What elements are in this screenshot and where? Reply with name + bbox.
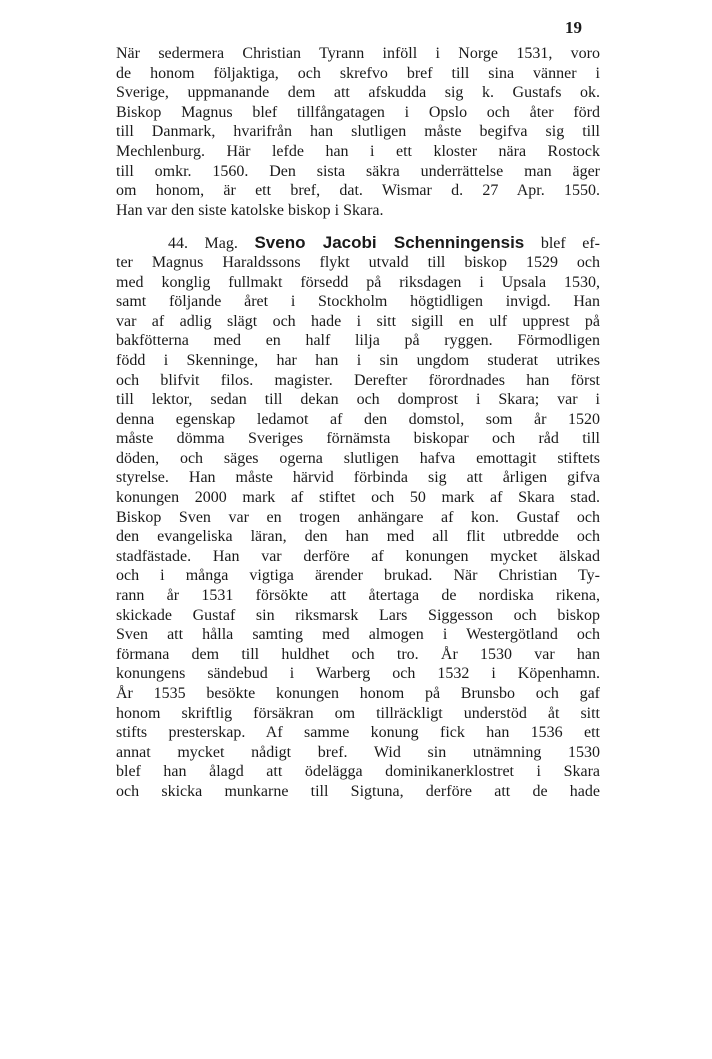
text-line: blef han ålagd att ödelägga dominikanerklostret i Skara: [116, 763, 600, 781]
text-line: styrelse. Han måste härvid förbinda sig att årligen gifva: [116, 469, 600, 487]
text-line: Sven att hålla samting med almogen i Westergötland och: [116, 626, 600, 644]
text-line: konungens sändebud i Warberg och 1532 i Köpenhamn.: [116, 665, 600, 683]
text-line: den evangeliska läran, den han med all flit utbredde och: [116, 528, 600, 546]
text-line: Biskop Magnus blef tillfångatagen i Opslo och åter förd: [116, 103, 600, 121]
text-line: Han var den siste katolske biskop i Skara.: [116, 201, 384, 219]
text-line: stifts presterskap. Af samme konung fick han 1536 ett: [116, 724, 600, 742]
text-line: född i Skenninge, har han i sin ungdom studerat utrikes: [116, 351, 600, 369]
text-line: måste dömma Sveriges förnämsta biskopar och råd till: [116, 430, 600, 448]
text-line: Mechlenburg. Här lefde han i ett kloster nära Rostock: [116, 142, 600, 160]
bishop-name: Sveno Jacobi Schenningensis: [254, 233, 525, 253]
text-line: om honom, är ett bref, dat. Wismar d. 27 Apr. 1550.: [116, 182, 600, 200]
page-body: [116, 44, 600, 802]
text-line: Sverige, uppmanande dem att afskudda sig k. Gustafs ok.: [116, 84, 600, 102]
text-line: till omkr. 1560. Den sista säkra underrättelse man äger: [116, 162, 600, 180]
text-line: till lektor, sedan till dekan och domprost i Skara; var i: [116, 391, 600, 409]
text-line: konungen 2000 mark af stiftet och 50 mark af Skara stad.: [116, 489, 600, 507]
paragraph-gap: [116, 220, 600, 233]
first-line-suffix: blef ef-: [540, 235, 600, 253]
text-line: förmana dem till huldhet och tro. År 1530 var han: [116, 645, 600, 663]
text-line: med konglig fullmakt försedd på riksdagen i Upsala 1530,: [116, 273, 600, 291]
paragraph-2-first-line: [116, 233, 600, 253]
text-line: annat mycket nådigt bref. Wid sin utnämning 1530: [116, 743, 600, 761]
entry-number: 44. Mag.: [168, 235, 238, 253]
text-line: År 1535 besökte konungen honom på Brunsbo och gaf: [116, 685, 600, 702]
text-line: stadfästade. Han var derföre af konungen mycket älskad: [116, 547, 600, 565]
paragraph-2: [116, 233, 600, 801]
text-line: de honom följaktiga, och skrefvo bref till sina vänner i: [116, 64, 600, 82]
text-line: samt följande året i Stockholm högtidligen invigd. Han: [116, 293, 600, 311]
text-line: Biskop Sven var en trogen anhängare af kon. Gustaf och: [116, 508, 600, 526]
text-line: ter Magnus Haraldssons flykt utvald till biskop 1529 och: [116, 253, 600, 271]
text-line: bakfötterna med en half lilja på ryggen. Förmodligen: [116, 332, 600, 350]
text-line: skickade Gustaf sin riksmarsk Lars Siggesson och biskop: [116, 606, 600, 624]
page-number: 19: [565, 18, 582, 37]
paragraph-1: [116, 44, 600, 220]
text-line: och i många vigtiga ärender brukad. När Christian Ty-: [116, 567, 600, 585]
text-line: När sedermera Christian Tyrann inföll i Norge 1531, voro: [116, 45, 600, 62]
text-line: och skicka munkarne till Sigtuna, derföre att de hade: [116, 782, 600, 800]
text-line: döden, och säges ogerna slutligen hafva emottagit stiftets: [116, 449, 600, 467]
text-line: denna egenskap ledamot af den domstol, som år 1520: [116, 410, 600, 428]
text-line: och blifvit filos. magister. Derefter förordnades han först: [116, 371, 600, 389]
text-line: var af adlig slägt och hade i sitt sigill en ulf upprest på: [116, 312, 600, 330]
text-line: till Danmark, hvarifrån han slutligen måste begifva sig till: [116, 123, 600, 141]
text-line: honom skriftlig försäkran om tillräckligt understöd åt sitt: [116, 704, 600, 722]
text-line: rann år 1531 försökte att återtaga de nordiska rikena,: [116, 587, 600, 605]
